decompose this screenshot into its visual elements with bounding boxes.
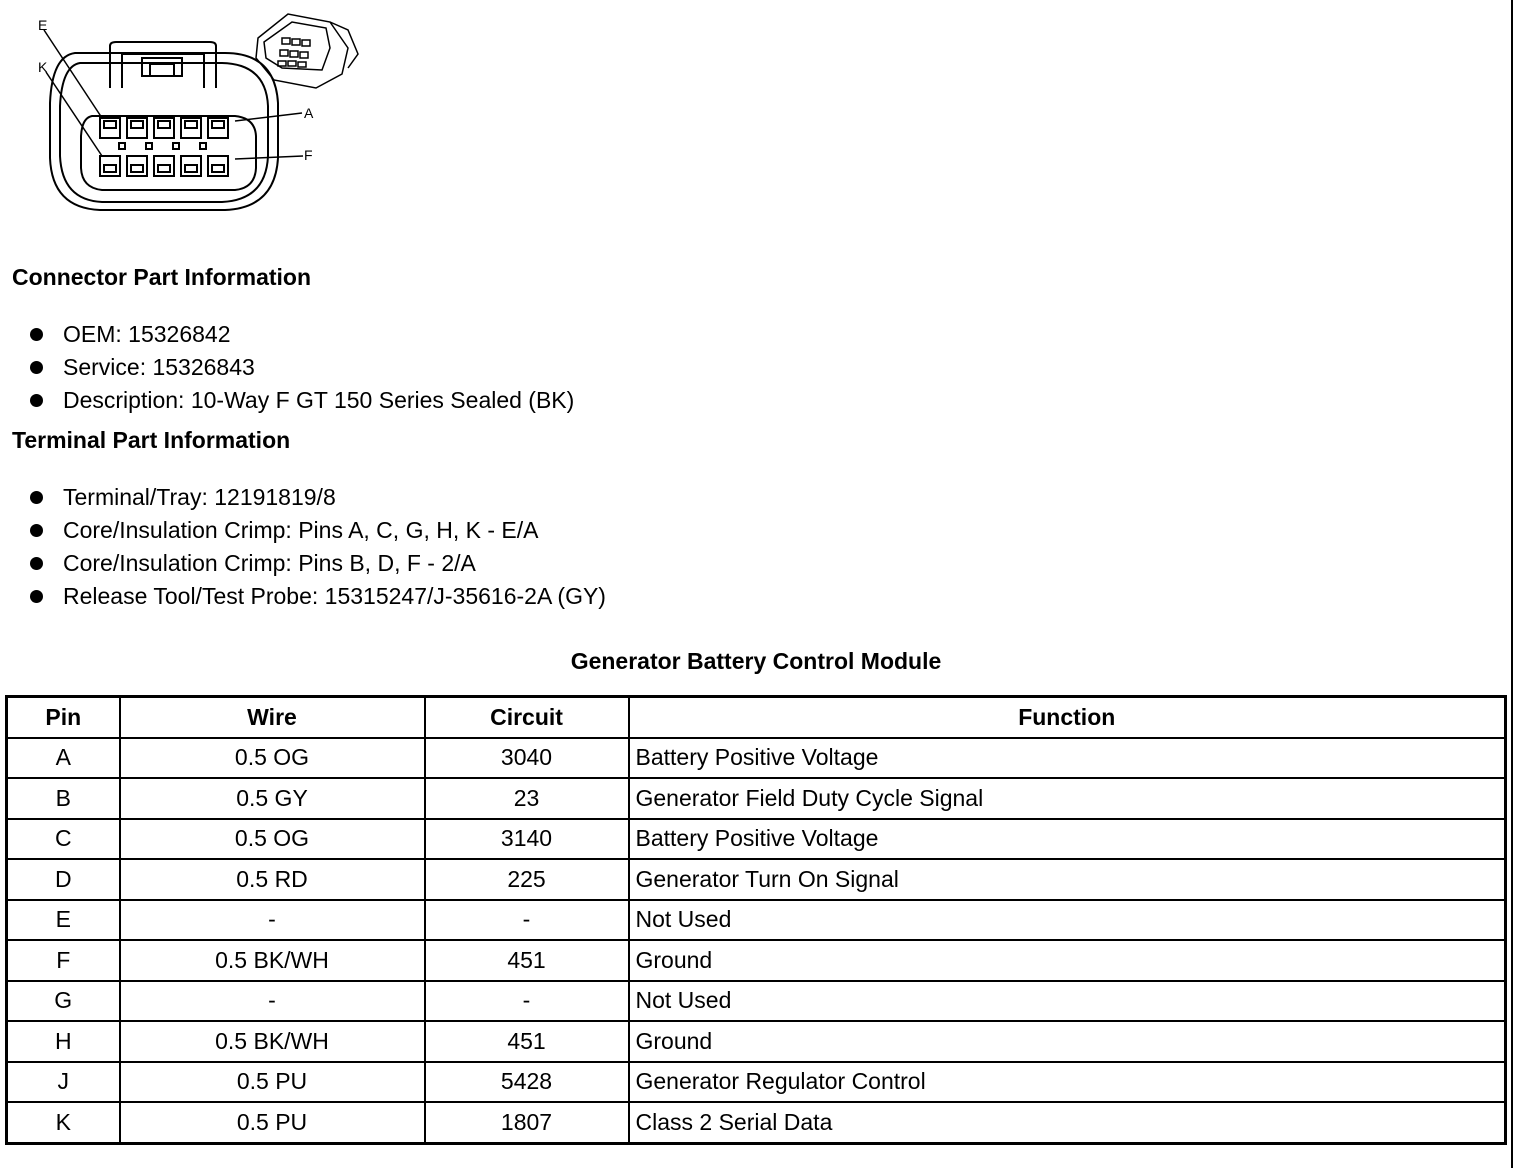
pin-cell: E <box>7 900 120 941</box>
pin-terminal <box>131 121 143 128</box>
table-row <box>7 778 1506 819</box>
list-item: Core/Insulation Crimp: Pins A, C, G, H, K - E/A <box>28 514 606 547</box>
pin-cell: H <box>7 1021 120 1062</box>
bullet-icon <box>30 394 43 407</box>
pin-terminal <box>131 165 143 172</box>
wire-cell: - <box>120 981 425 1022</box>
circuit-cell: - <box>425 981 629 1022</box>
wire-cell: - <box>120 900 425 941</box>
wire-cell: 0.5 BK/WH <box>120 940 425 981</box>
table-row <box>7 981 1506 1022</box>
wire-cell: 0.5 RD <box>120 859 425 900</box>
pin-terminal <box>158 165 170 172</box>
pin-terminal <box>212 121 224 128</box>
pin-f-label: F <box>304 147 313 163</box>
key-slot <box>200 143 206 149</box>
list-item: OEM: 15326842 <box>28 318 574 351</box>
function-cell: Generator Turn On Signal <box>629 859 1506 900</box>
key-slot <box>173 143 179 149</box>
table-row <box>7 1021 1506 1062</box>
table-row <box>7 819 1506 860</box>
wire-cell: 0.5 GY <box>120 778 425 819</box>
circuit-cell: 3140 <box>425 819 629 860</box>
wire-cell: 0.5 PU <box>120 1062 425 1103</box>
circuit-cell: - <box>425 900 629 941</box>
pin-a-label: A <box>304 105 314 121</box>
function-cell: Ground <box>629 940 1506 981</box>
pin-cell: J <box>7 1062 120 1103</box>
table-title: Generator Battery Control Module <box>570 648 942 674</box>
pin-cavities <box>100 118 228 176</box>
column-header-wire: Wire <box>120 697 425 738</box>
wire-cell: 0.5 BK/WH <box>120 1021 425 1062</box>
bullet-icon <box>30 328 43 341</box>
function-cell: Battery Positive Voltage <box>629 738 1506 779</box>
function-cell: Generator Regulator Control <box>629 1062 1506 1103</box>
pin-cell: F <box>7 940 120 981</box>
table-header-row <box>7 697 1506 738</box>
bullet-icon <box>30 361 43 374</box>
terminal-part-info-heading: Terminal Part Information <box>12 427 291 453</box>
function-cell: Generator Field Duty Cycle Signal <box>629 778 1506 819</box>
circuit-cell: 1807 <box>425 1102 629 1143</box>
table-row <box>7 859 1506 900</box>
connector-diagram <box>30 8 370 218</box>
bullet-icon <box>30 590 43 603</box>
list-item: Release Tool/Test Probe: 15315247/J-35616-2A (GY) <box>28 580 606 613</box>
pin-terminal <box>185 165 197 172</box>
list-item: Service: 15326843 <box>28 351 574 384</box>
page-right-border <box>1511 0 1513 1168</box>
function-cell: Ground <box>629 1021 1506 1062</box>
function-cell: Not Used <box>629 981 1506 1022</box>
pin-terminal <box>158 121 170 128</box>
wire-cell: 0.5 OG <box>120 738 425 779</box>
pin-k-label: K <box>38 59 48 75</box>
table-row <box>7 1062 1506 1103</box>
pin-terminal <box>104 121 116 128</box>
pin-cell: K <box>7 1102 120 1143</box>
pin-terminal <box>185 121 197 128</box>
list-item: Description: 10-Way F GT 150 Series Sealed (BK) <box>28 384 574 417</box>
pin-terminal <box>104 165 116 172</box>
circuit-cell: 451 <box>425 940 629 981</box>
function-cell: Class 2 Serial Data <box>629 1102 1506 1143</box>
pin-cell: A <box>7 738 120 779</box>
wire-cell: 0.5 OG <box>120 819 425 860</box>
pin-cell: G <box>7 981 120 1022</box>
function-cell: Not Used <box>629 900 1506 941</box>
circuit-cell: 451 <box>425 1021 629 1062</box>
key-slot <box>119 143 125 149</box>
wire-cell: 0.5 PU <box>120 1102 425 1143</box>
connector-part-info-heading: Connector Part Information <box>12 264 312 290</box>
column-header-circuit: Circuit <box>425 697 629 738</box>
column-header-function: Function <box>629 697 1506 738</box>
function-cell: Battery Positive Voltage <box>629 819 1506 860</box>
bullet-icon <box>30 524 43 537</box>
pin-e-label: E <box>38 17 48 33</box>
circuit-cell: 5428 <box>425 1062 629 1103</box>
pin-cell: C <box>7 819 120 860</box>
pinout-table <box>5 695 1507 1145</box>
terminal-part-info-list <box>28 481 606 613</box>
connector-isometric-image <box>256 14 358 88</box>
pin-terminal <box>212 165 224 172</box>
connector-part-info-list <box>28 318 574 417</box>
circuit-cell: 3040 <box>425 738 629 779</box>
key-slot <box>146 143 152 149</box>
list-item: Core/Insulation Crimp: Pins B, D, F - 2/A <box>28 547 606 580</box>
table-row <box>7 940 1506 981</box>
pin-cell: D <box>7 859 120 900</box>
bullet-icon <box>30 491 43 504</box>
circuit-cell: 23 <box>425 778 629 819</box>
pin-cell: B <box>7 778 120 819</box>
bullet-icon <box>30 557 43 570</box>
circuit-cell: 225 <box>425 859 629 900</box>
list-item: Terminal/Tray: 12191819/8 <box>28 481 606 514</box>
table-row <box>7 738 1506 779</box>
column-header-pin: Pin <box>7 697 120 738</box>
table-row <box>7 1102 1506 1143</box>
table-row <box>7 900 1506 941</box>
